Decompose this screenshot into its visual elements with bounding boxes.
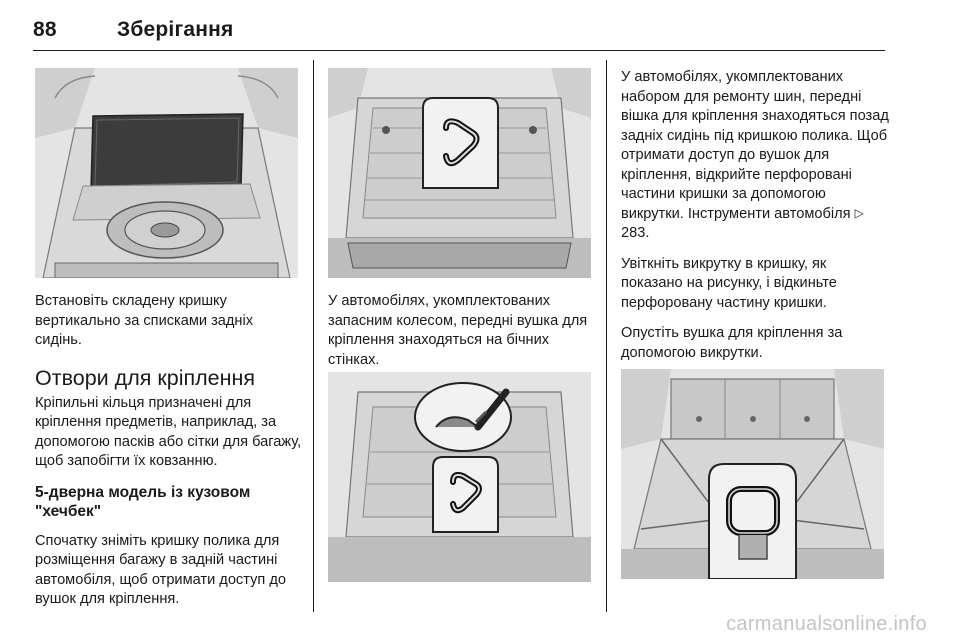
screwdriver-paragraph: Увіткніть викрутку в кришку, як показано на рисунку, і відкиньте перфоровану частину кришки. xyxy=(621,255,837,311)
repair-kit-paragraph: У автомобілях, укомплектованих набором для ремонту шин, передні вішка для кріплення знаходяться позад задніх сидінь під кришкою полика. Щоб отримати доступ до вушок для кріплення, відкрийте перфоровані частини кришки за допомогою викрутки. Інструменти автомобіля ▷ 283. xyxy=(621,69,889,241)
section-heading: Отвори для кріплення xyxy=(35,365,256,390)
figure-hatchback-tie-down xyxy=(328,68,591,278)
figure-1-caption: Встановіть складену кришку вертикально за списками задніх сидінь. xyxy=(35,293,254,348)
section-title: Зберігання xyxy=(117,18,234,41)
column-divider-right xyxy=(606,60,607,612)
column-1 xyxy=(35,292,303,621)
page-reference-triangle-icon: ▷ xyxy=(854,205,864,220)
column-3 xyxy=(621,68,891,407)
column-2 xyxy=(328,292,596,381)
figure-side-wall-tie-down xyxy=(328,372,591,582)
page-reference-number: 283. xyxy=(621,225,650,241)
figure-2-caption: У автомобілях, укомплектованих запасним колесом, передні вушка для кріплення знаходяться на бічних стінках. xyxy=(328,293,588,368)
lower-eyes-paragraph: Опустіть вушка для кріплення за допомогою викрутки. xyxy=(621,325,843,361)
figure-trunk-cover-upright xyxy=(35,68,298,278)
page-number: 88 xyxy=(33,18,57,41)
hatchback-instructions: Спочатку зніміть кришку полика для розміщення багажу в задній частині автомобіля, щоб отримати доступ до вушок для кріплення. xyxy=(35,532,286,607)
hatchback-subheading: 5-дверна модель із кузовом "хечбек" xyxy=(35,483,251,520)
watermark: carmanualsonline.info xyxy=(726,613,927,635)
section-intro: Кріпильні кільця призначені для кріплення предметів, наприклад, за допомогою пасків або сітки для багажу, щоб запобігти їх ковзанню. xyxy=(35,394,302,469)
figure-estate-tie-down xyxy=(621,369,884,579)
header-rule xyxy=(33,50,885,51)
column-divider-left xyxy=(313,60,314,612)
